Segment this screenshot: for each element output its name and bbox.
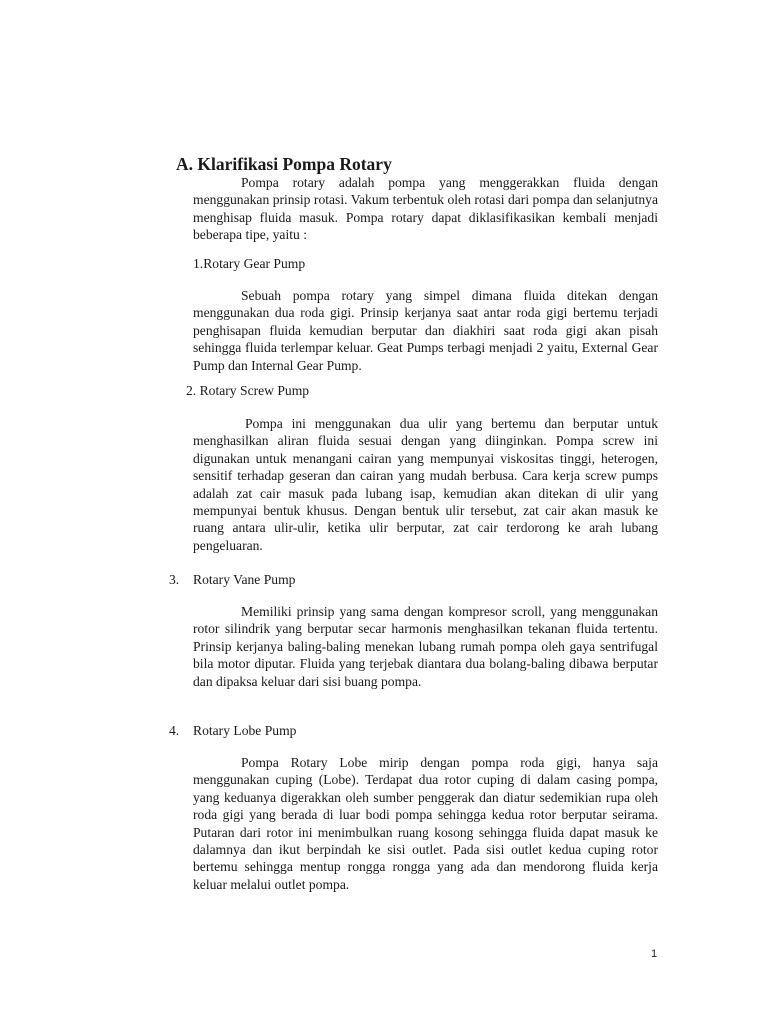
subheading-rotary-gear-pump (193, 255, 305, 272)
subheading-rotary-screw-pump (186, 382, 309, 399)
page-number: 1 (651, 948, 658, 960)
subheading-title: Rotary Lobe Pump (193, 723, 297, 738)
subheading-number: 1. (193, 256, 204, 271)
subheading-number: 2. (186, 383, 197, 398)
subheading-number: 4. (169, 723, 180, 738)
section-heading: A. Klarifikasi Pompa Rotary (176, 154, 392, 174)
paragraph-rotary-lobe-pump: Pompa Rotary Lobe mirip dengan pompa roda gigi, hanya saja menggunakan cuping (Lobe). Terdapat dua rotor cuping di dalam casing pompa, yang keduanya digerakkan oleh sumber penggerak dan diatur sedemikian rupa oleh roda gigi yang berada di luar bodi pompa sehingga kedua rotor berputar seirama. Putaran dari rotor ini menimbulkan ruang kosong sehingga fluida dapat masuk ke dalamnya dan ikut berpindah ke sisi outlet. Pada sisi outlet kedua cuping rotor bertemu sehingga mentup rongga rongga yang ada dan mendorong fluida kerja keluar melalui outlet pompa. (193, 755, 658, 892)
subheading-title: Rotary Vane Pump (193, 572, 296, 587)
subheading-number: 3. (169, 572, 180, 587)
intro-paragraph: Pompa rotary adalah pompa yang menggerakkan fluida dengan menggunakan prinsip rotasi. Vakum terbentuk oleh rotasi dari pompa dan selanjutnya menghisap fluida masuk. Pompa rotary dapat diklasifikasikan kembali menjadi beberapa tipe, yaitu : (193, 175, 658, 243)
subheading-rotary-lobe-pump (169, 722, 296, 739)
paragraph-rotary-screw-pump: Pompa ini menggunakan dua ulir yang bertemu dan berputar untuk menghasilkan aliran fluida sesuai dengan yang diinginkan. Pompa screw ini digunakan untuk menangani cairan yang mempunyai viskositas tinggi, heterogen, sensitif terhadap geseran dan cairan yang mudah berbusa. Cara kerja screw pumps adalah zat cair masuk pada lubang isap, kemudian akan ditekan di ulir yang mempunyai bentuk khusus. Dengan bentuk ulir tersebut, zat cair akan masuk ke ruang antara ulir-ulir, ketika ulir berputar, zat cair terdorong ke arah lubang pengeluaran. (193, 416, 658, 553)
subheading-title: Rotary Gear Pump (203, 256, 306, 271)
subheading-title: Rotary Screw Pump (199, 383, 310, 398)
paragraph-rotary-gear-pump: Sebuah pompa rotary yang simpel dimana fluida ditekan dengan menggunakan dua roda gigi. Prinsip kerjanya saat antar roda gigi bertemu terjadi penghisapan fluida kemudian berputar dan diakhiri saat roda gigi akan pisah sehingga fluida terlempar keluar. Geat Pumps terbagi menjadi 2 yaitu, External Gear Pump dan Internal Gear Pump. (193, 288, 658, 373)
paragraph-rotary-vane-pump: Memiliki prinsip yang sama dengan kompresor scroll, yang menggunakan rotor silindrik yang berputar secar harmonis menghasilkan tekanan fluida tertentu. Prinsip kerjanya baling-baling menekan lubang rumah pompa oleh gaya sentrifugal bila motor diputar. Fluida yang terjebak diantara dua bolang-baling dibawa berputar dan dipaksa keluar dari sisi buang pompa. (193, 604, 658, 689)
subheading-rotary-vane-pump (169, 571, 295, 588)
